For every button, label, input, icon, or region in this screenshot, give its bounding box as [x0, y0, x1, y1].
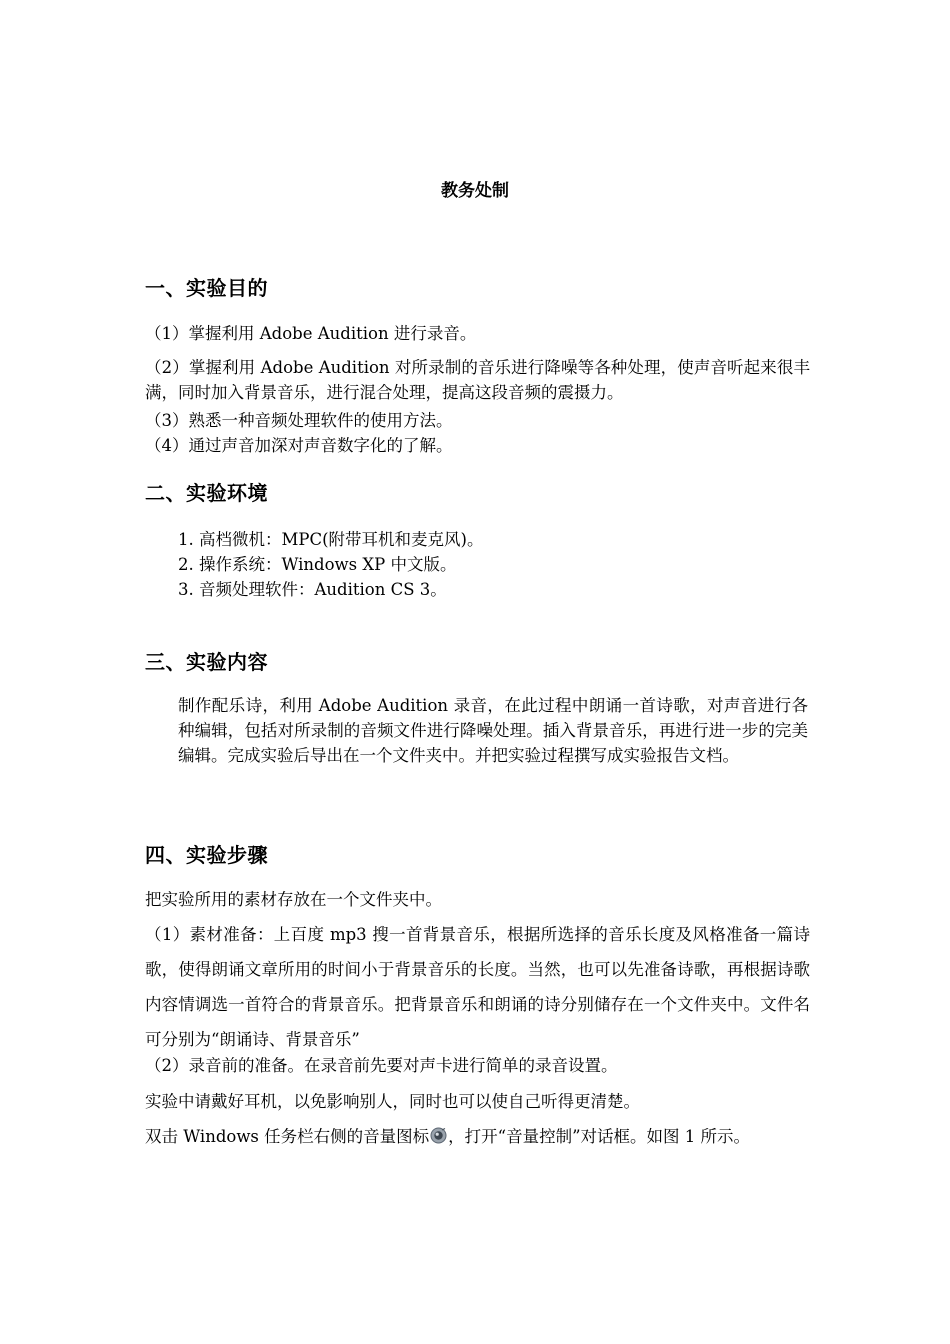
document-title: 教务处制: [441, 181, 509, 201]
section-heading-steps: 四、实验步骤: [145, 843, 268, 867]
content-paragraph: 制作配乐诗，利用 Adobe Audition 录音，在此过程中朗诵一首诗歌，对声音进行各种编辑，包括对所录制的音频文件进行降噪处理。插入背景音乐，再进行进一步的完美编辑。完成实验后导出在一个文件夹中。并把实验过程撰写成实验报告文档。: [178, 696, 808, 765]
section-heading-content: 三、实验内容: [145, 650, 268, 674]
environment-item-3: 3. 音频处理软件：Audition CS 3。: [178, 580, 447, 599]
steps-item-2: （2）录音前的准备。在录音前先要对声卡进行简单的录音设置。: [145, 1056, 618, 1075]
purpose-item-2: （2）掌握利用 Adobe Audition 对所录制的音乐进行降噪等各种处理，使声音听起来很丰满，同时加入背景音乐，进行混合处理，提高这段音频的震摄力。: [145, 358, 810, 402]
purpose-item-4: （4）通过声音加深对声音数字化的了解。: [145, 436, 453, 455]
environment-item-1: 1. 高档微机：MPC(附带耳机和麦克风)。: [178, 530, 484, 549]
steps-volume-instruction: [145, 1120, 810, 1153]
section-heading-purpose: 一、实验目的: [145, 276, 268, 300]
volume-instruction-lead: 双击 Windows 任务栏右侧的音量图标: [145, 1127, 430, 1146]
section-heading-environment: 二、实验环境: [145, 481, 268, 505]
volume-instruction-tail: ，打开“音量控制”对话框。如图 1 所示。: [448, 1127, 751, 1146]
steps-item-1: （1）素材准备：上百度 mp3 搜一首背景音乐，根据所选择的音乐长度及风格准备一篇诗歌，使得朗诵文章所用的时间小于背景音乐的长度。当然，也可以先准备诗歌，再根据诗歌内容情调选一首符合的背景音乐。把背景音乐和朗诵的诗分别储存在一个文件夹中。文件名可分别为“朗诵诗、背景音乐”: [145, 925, 810, 1049]
steps-intro: 把实验所用的素材存放在一个文件夹中。: [145, 890, 442, 909]
environment-item-2: 2. 操作系统：Windows XP 中文版。: [178, 555, 457, 574]
purpose-item-3: （3）熟悉一种音频处理软件的使用方法。: [145, 411, 453, 430]
speaker-icon: [430, 1122, 447, 1139]
steps-note: 实验中请戴好耳机，以免影响别人，同时也可以使自己听得更清楚。: [145, 1092, 640, 1111]
purpose-item-1: （1）掌握利用 Adobe Audition 进行录音。: [145, 324, 477, 343]
